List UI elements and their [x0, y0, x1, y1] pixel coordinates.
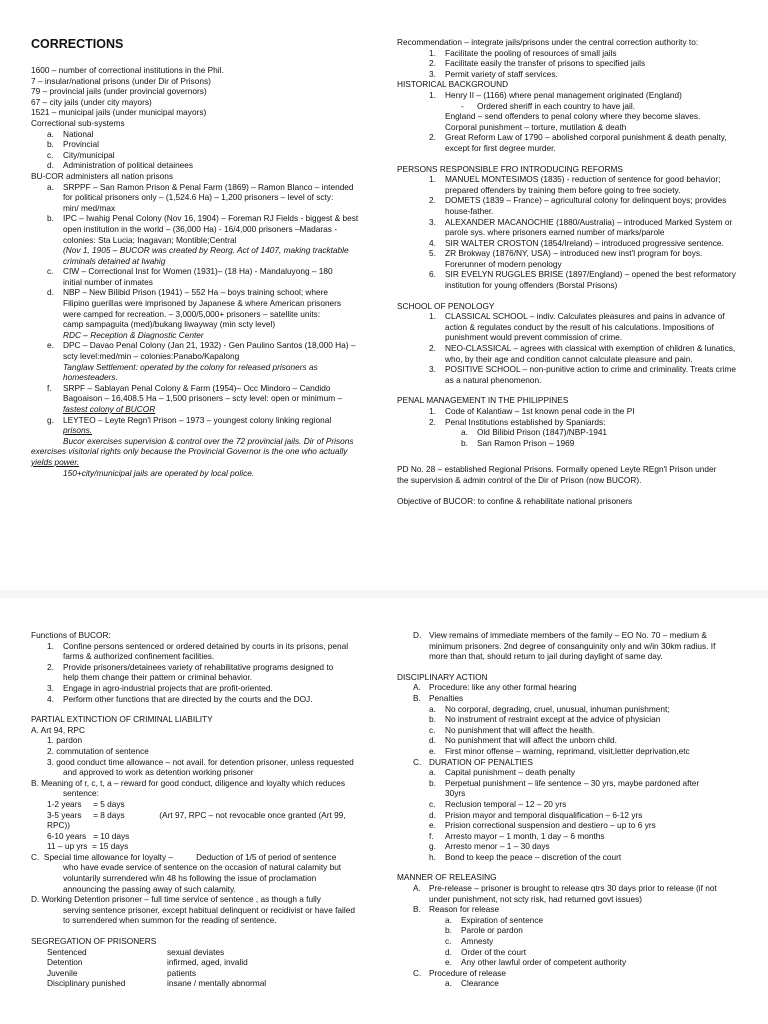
list-item [397, 238, 744, 249]
list-marker: g. [47, 414, 54, 425]
segregation-row [31, 968, 381, 979]
list-text: Ordered sheriff in each country to have jail. [477, 100, 636, 111]
list-marker: 1. [429, 47, 436, 58]
list-item [397, 947, 744, 958]
list-marker: D. [413, 630, 422, 640]
list-continuation: help them change their pattern or criminal behavior. [63, 672, 253, 683]
segregation-cell: infirmed, aged, invalid [167, 957, 248, 968]
list-text: City/municipal [63, 149, 115, 160]
list-marker: b. [47, 139, 54, 150]
list-marker: 3. [429, 364, 436, 375]
list-item [397, 767, 744, 778]
list-text: First minor offense – warning, reprimand, visit,letter deprivation,etc [445, 745, 690, 756]
segregation-cell: insane / mentally abnormal [167, 978, 267, 989]
list-item [397, 841, 744, 852]
segregation-cell: patients [167, 967, 197, 978]
list-text: Provide prisoners/detainees variety of rehabilitative programs designed to [63, 661, 334, 672]
list-continuation: 30yrs [445, 788, 466, 799]
list-text: ZR Brokway (1876/NY, USA) – introduced new inst'l program for boys. [445, 248, 703, 259]
list-continuation: RDC – Reception & Diagnostic Center [63, 329, 204, 340]
stat-line: 67 – city jails (under city mayors) [31, 96, 152, 107]
list-item [397, 406, 744, 417]
list-item [397, 746, 744, 757]
list-line: who have evade service of sentence on the occasion of natural calamity but [63, 862, 342, 873]
list-marker: 1. [429, 311, 436, 322]
list-text: No punishment that will affect the health. [445, 724, 595, 735]
list-marker: A. [413, 883, 421, 894]
list-continuation: parole sys. where prisoners earned number of marks/parole [445, 227, 665, 238]
section-heading: SCHOOL OF PENOLOGY [397, 300, 495, 311]
list-text: Penal Institutions established by Spaniards: [445, 416, 606, 427]
list-marker: d. [445, 946, 452, 957]
list-item [397, 58, 744, 69]
list-text: Amnesty [461, 936, 494, 947]
list-line: C. Special time allowance for loyalty – Deduction of 1/5 of period of sentence [31, 851, 337, 862]
list-marker: e. [445, 957, 452, 968]
list-item [397, 704, 744, 715]
recommendation-line: Recommendation – integrate jails/prisons under the central correction authority to: [397, 37, 699, 47]
list-item [397, 852, 744, 863]
list-text: LEYTEO – Leyte Regn'l Prison – 1973 – youngest colony linking regional [63, 414, 332, 425]
list-continuation: more than that, should return to jail during daylight of same day. [429, 651, 663, 662]
section-heading: PENAL MANAGEMENT IN THE PHILIPPINES [397, 395, 569, 406]
list-text: Clearance [461, 978, 499, 989]
list-continuation: prisons. [63, 425, 93, 436]
list-text: Bond to keep the peace – discretion of the court [445, 851, 622, 862]
list-continuation: minimum prisoners. 2nd degree of consanguinity only and w/in 30km radius. If [429, 640, 716, 651]
section-heading: PERSONS RESPONSIBLE FRO INTRODUCING REFORMS [397, 163, 623, 174]
list-item [397, 978, 744, 989]
left-column [31, 37, 381, 478]
list-text: Permit variety of staff services. [445, 68, 558, 79]
list-line: serving sentence prisoner, except habitual delinquent or recidivist or have failed [63, 904, 355, 915]
list-line: 3. good conduct time allowance – not avail. for detention prisoner, unless requested [47, 756, 354, 767]
segregation-row [31, 957, 381, 968]
list-text: Perpetual punishment – life sentence – 30 yrs, maybe pardoned after [445, 777, 700, 788]
segregation-row [31, 978, 381, 989]
list-marker: c. [47, 266, 54, 277]
list-item [397, 682, 744, 693]
list-item [31, 662, 381, 673]
list-text: NEO-CLASSICAL – agrees with classical with exemption of children & lunatics, [445, 343, 736, 354]
list-text: Administration of political detainees [63, 160, 194, 171]
segregation-row [31, 947, 381, 958]
subsystems-list [31, 129, 381, 171]
list-text: No instrument of restraint except at the advice of physician [445, 714, 661, 725]
list-item [31, 160, 381, 171]
list-continuation: under punishment, not scty risk, had returned govt issues) [429, 893, 643, 904]
list-item [397, 904, 744, 915]
list-continuation: England – send offenders to penal colony where they become slaves. [445, 111, 701, 122]
list-marker: a. [47, 181, 54, 192]
list-marker: 2. [429, 58, 436, 69]
list-marker: d. [47, 287, 54, 298]
list-line: voluntarily surrendered w/in 48 hs following the issue of proclamation [63, 873, 317, 884]
list-line: 1. pardon [47, 735, 83, 746]
list-line: 3-5 years = 8 days (Art 97, RPC – not revocable once granted (Art 99, [47, 809, 346, 820]
list-marker: 2. [429, 416, 436, 427]
list-marker: 1. [429, 406, 436, 416]
list-line: announcing the passing away of such calamity. [63, 883, 236, 894]
list-continuation: as a natural phenomenon. [445, 374, 542, 385]
list-continuation: Filipino guerillas were imprisoned by Japanese & where American prisoners [63, 298, 342, 309]
list-continuation: Forerunner of modern penology [445, 258, 562, 269]
list-item [397, 427, 744, 438]
list-marker: c. [47, 149, 54, 160]
list-marker: - [461, 100, 464, 111]
list-marker: a. [47, 128, 54, 139]
list-continuation: punishment would prevent commission of crime. [445, 332, 623, 343]
list-marker: a. [429, 703, 436, 714]
list-marker: d. [429, 735, 436, 746]
prison-item [31, 415, 381, 426]
list-item [397, 269, 744, 280]
list-marker: C. [413, 756, 422, 767]
list-text: SRPF – Sablayan Penal Colony & Farm (1954)– Occ Mindoro – Candido [63, 382, 331, 393]
jails-note: 150+city/municipal jails are operated by local police. [63, 467, 255, 478]
list-continuation: initial number of inmates [63, 276, 153, 287]
list-item [397, 364, 744, 375]
list-continuation: min/ med/max [63, 202, 116, 213]
list-marker: 1. [429, 174, 436, 185]
list-text: Provincial [63, 139, 99, 150]
list-continuation: action & regulates conduct by the result of his calculations. Impositions of [445, 321, 714, 332]
list-text: Arresto mayor – 1 month, 1 day – 6 months [445, 830, 605, 841]
stat-line: 1521 – municipal jails (under municipal mayors) [31, 107, 207, 118]
list-continuation: institution for young offenders (Borstal Prisons) [445, 280, 618, 291]
section-heading: HISTORICAL BACKGROUND [397, 79, 509, 90]
list-item [397, 725, 744, 736]
list-marker: a. [429, 767, 436, 778]
list-text: Capital punishment – death penalty [445, 767, 576, 778]
list-marker: b. [47, 213, 54, 224]
list-marker: a. [461, 427, 468, 438]
list-item [397, 820, 744, 831]
list-text: Engage in agro-industrial projects that are profit-oriented. [63, 682, 273, 693]
list-continuation: (Nov 1, 1905 – BUCOR was created by Reorg. Act of 1407, making tracktable [63, 245, 349, 256]
list-item [397, 90, 744, 101]
segregation-cell: Juvenile [47, 967, 78, 978]
list-text: CLASSICAL SCHOOL – indiv. Calculates pleasures and pains in advance of [445, 311, 725, 322]
list-item [397, 69, 744, 80]
list-marker: d. [429, 809, 436, 820]
section-heading: MANNER OF RELEASING [397, 872, 497, 883]
list-item [31, 150, 381, 161]
list-text: Prision correctional suspension and destiero – up to 6 yrs [445, 820, 656, 831]
bucor-note: yields power. [31, 456, 80, 467]
list-continuation: camp sampaguita (med)/bukang liwayway (min scty level) [63, 319, 276, 330]
list-text: SIR EVELYN RUGGLES BRISE (1897/England) – opened the best reformatory [445, 269, 736, 280]
section-heading: PARTIAL EXTINCTION OF CRIMINAL LIABILITY [31, 714, 213, 725]
stats-list [31, 65, 381, 118]
list-line: 6-10 years = 10 days [47, 830, 130, 841]
list-line: 11 – up yrs = 15 days [47, 841, 129, 852]
section-heading: SEGREGATION OF PRISONERS [31, 936, 157, 947]
list-item [397, 48, 744, 59]
list-marker: C. [413, 967, 422, 978]
list-line: sentence: [63, 788, 99, 799]
list-item [397, 417, 744, 428]
list-text: Prision mayor and temporal disqualification – 6-12 yrs [445, 809, 643, 820]
list-text: Procedure: like any other formal hearing [429, 682, 577, 693]
list-text: ALEXANDER MACANOCHIE (1880/Australia) – introduced Marked System or [445, 216, 733, 227]
list-text: Facilitate the pooling of resources of small jails [445, 47, 617, 58]
list-text: Henry II – (1166) where penal management originated (England) [445, 89, 682, 100]
section-heading: DISCIPLINARY ACTION [397, 671, 488, 682]
list-text: Reclusion temporal – 12 – 20 yrs [445, 798, 567, 809]
list-marker: b. [429, 714, 436, 725]
list-marker: c. [429, 798, 436, 809]
list-text: NBP – New Bilibid Prison (1941) – 552 Ha – boys training school; where [63, 287, 329, 298]
segregation-cell: sexual deviates [167, 946, 225, 957]
list-marker: c. [445, 936, 452, 947]
list-continuation: open institution in the world – (36,000 Ha) - 16/4,000 prisoners –Madaras - [63, 223, 337, 234]
list-marker: 4. [429, 237, 436, 248]
list-text: POSITIVE SCHOOL – non-punitive action to crime and criminality. Treats crime [445, 364, 736, 375]
list-continuation: Tanglaw Settlement: operated by the colony for released prisoners as [63, 361, 318, 372]
segregation-cell: Sentenced [47, 946, 87, 957]
list-marker: 2. [429, 343, 436, 354]
list-item [31, 683, 381, 694]
list-item [397, 735, 744, 746]
list-continuation: for political prisoners only – (1,524.6 Ha) – 1,200 prisoners – level of scty: [63, 192, 334, 203]
stat-line: 79 – provincial jails (under provincial governors) [31, 86, 207, 97]
list-item [397, 915, 744, 926]
document-page-2 [0, 598, 768, 1024]
list-text: View remains of immediate members of the family – EO No. 70 – medium & [429, 630, 707, 640]
list-text: Reason for release [429, 904, 500, 915]
list-text: San Ramon Prison – 1969 [477, 437, 575, 448]
list-item [397, 810, 744, 821]
list-continuation: who, by their age and condition cannot calculate pleasure and pain. [445, 353, 693, 364]
list-marker: A. [413, 682, 421, 693]
objective-line: Objective of BUCOR: to confine & rehabilitate national prisoners [397, 495, 633, 506]
list-text: Any other lawful order of competent authority [461, 957, 627, 968]
list-continuation: farms & authorized confinement facilities. [63, 651, 215, 662]
prison-item [31, 213, 381, 224]
list-marker: d. [47, 160, 54, 171]
list-item [397, 831, 744, 842]
right-column [397, 37, 744, 506]
list-item [397, 195, 744, 206]
list-line: D. Working Detention prisoner – full time service of sentence , as though a fully [31, 894, 321, 905]
list-marker: e. [47, 340, 54, 351]
list-text: Parole or pardon [461, 925, 523, 936]
list-item [397, 343, 744, 354]
stat-line: 1600 – number of correctional institutions in the Phil. [31, 65, 224, 75]
list-continuation: criminals detained at Iwahig [63, 255, 166, 266]
list-text: DPC – Davao Penal Colony (Jan 21, 1932) - Gen Paulino Santos (18,000 Ha) – [63, 340, 356, 351]
list-continuation: Bagoaison – 16,408.5 Ha – 1,500 prisoners – scty level: open or minimum – [63, 393, 343, 404]
list-text: Old Bilibid Prison (1847)/NBP-1941 [477, 427, 608, 438]
list-text: Expiration of sentence [461, 914, 544, 925]
list-item [397, 936, 744, 947]
list-line: 2. commutation of sentence [47, 745, 149, 756]
list-marker: 3. [429, 68, 436, 79]
list-line: RPC)) [47, 820, 71, 831]
list-text: No punishment that will affect the unborn child. [445, 735, 617, 746]
prisons-list [31, 182, 381, 436]
list-continuation: Corporal punishment – torture, mutilation & death [445, 121, 627, 132]
list-text: Procedure of release [429, 967, 507, 978]
prison-item [31, 182, 381, 193]
list-marker: f. [429, 830, 434, 841]
bucor-note: Bucor exercises supervision & control over the 72 provincial jails. Dir of Prisons [63, 435, 354, 446]
list-text: SRPPF – San Ramon Prison & Penal Farm (1869) – Ramon Blanco – intended [63, 181, 354, 192]
list-line: 1-2 years = 5 days [47, 798, 125, 809]
list-marker: 5. [429, 248, 436, 259]
list-text: No corporal, degrading, cruel, unusual, inhuman punishment; [445, 703, 670, 714]
list-marker: b. [461, 437, 468, 448]
list-text: National [63, 128, 94, 139]
list-marker: 2. [429, 195, 436, 206]
list-text: MANUEL MONTESIMOS (1835) - reduction of sentence for good behavior; [445, 174, 721, 185]
list-marker: c. [429, 724, 436, 735]
list-item [31, 641, 381, 652]
list-text: Great Reform Law of 1790 – abolished corporal punishment & death penalty, [445, 132, 727, 143]
list-marker: f. [47, 382, 52, 393]
list-continuation: prepared offenders by training them before going to free society. [445, 184, 681, 195]
list-line: to surrendered when summon for the reading of sentence. [63, 915, 277, 926]
list-item [397, 174, 744, 185]
list-item [397, 968, 744, 979]
list-text: Order of the court [461, 946, 527, 957]
list-marker: B. [413, 692, 421, 703]
page-title: CORRECTIONS [31, 37, 124, 51]
segregation-cell: Disciplinary punished [47, 978, 126, 989]
list-marker: h. [429, 851, 436, 862]
list-item [31, 129, 381, 140]
list-text: Confine persons sentenced or ordered detained by courts in its prisons, penal [63, 640, 349, 651]
list-text: Penalties [429, 692, 464, 703]
list-line: and approved to work as detention working prisoner [63, 767, 254, 778]
list-continuation: fastest colony of BUCOR [63, 404, 156, 414]
list-text: Code of Kalantiaw – 1st known penal code in the PI [445, 406, 635, 416]
list-continuation: except for first degree murder. [445, 142, 556, 153]
list-text: DURATION OF PENALTIES [429, 756, 533, 767]
list-item [397, 630, 744, 641]
list-marker: g. [429, 841, 436, 852]
list-text: IPC – Iwahig Penal Colony (Nov 16, 1904) – Foreman RJ Fields - biggest & best [63, 213, 359, 224]
list-marker: 6. [429, 269, 436, 280]
list-text: SIR WALTER CROSTON (1854/Ireland) – introduced progressive sentence. [445, 237, 724, 248]
list-marker: 2. [429, 132, 436, 143]
list-marker: 4. [47, 693, 54, 704]
list-text: Arresto menor – 1 – 30 days [445, 841, 550, 852]
list-item [31, 139, 381, 150]
list-item [397, 693, 744, 704]
list-item [397, 883, 744, 894]
list-marker: 1. [429, 89, 436, 100]
prison-item [31, 287, 381, 298]
segregation-cell: Detention [47, 957, 83, 968]
list-marker: a. [445, 914, 452, 925]
list-item [31, 694, 381, 705]
stat-line: 7 – insular/national prisons (under Dir of Prisons) [31, 75, 211, 86]
list-marker: 2. [47, 661, 54, 672]
list-marker: b. [429, 777, 436, 788]
list-item [397, 757, 744, 768]
list-text: Pre-release – prisoner is brought to release qtrs 30 days prior to release (if not [429, 883, 717, 894]
prison-item [31, 266, 381, 277]
left-column [31, 630, 381, 989]
list-marker: a. [445, 978, 452, 989]
list-marker: e. [429, 745, 436, 756]
list-continuation: were camped for recreation. – 3,000/5,000+ prisoners – satellite units: [63, 308, 321, 319]
list-line: B. Meaning of r, c, t, a – reward for good conduct, diligence and loyalty which reduces [31, 777, 346, 788]
list-item [397, 957, 744, 968]
list-continuation: colonies: Sta Lucia; Inagavan; Montible;Central [63, 234, 237, 245]
pd-paragraph: PD No. 28 – established Regional Prisons. Formally opened Leyte REgn'l Prison under [397, 464, 717, 475]
list-text: Perform other functions that are directed by the courts and the DOJ. [63, 693, 313, 704]
list-marker: B. [413, 904, 421, 915]
list-item [397, 132, 744, 143]
list-item [397, 925, 744, 936]
list-item [397, 438, 744, 449]
list-marker: 1. [47, 640, 54, 651]
section-heading: Correctional sub-systems [31, 117, 125, 128]
list-item [397, 311, 744, 322]
list-marker: e. [429, 820, 436, 831]
list-line: A. Art 94, RPC [31, 724, 85, 735]
list-continuation: scty level:med/min – colonies:Panabo/Kapalong [63, 351, 240, 362]
list-text: CIW – Correctional Inst for Women (1931)– (18 Ha) - Mandaluyong – 180 [63, 266, 333, 277]
list-item [397, 778, 744, 789]
section-heading: BU-COR administers all nation prisons [31, 170, 174, 181]
list-continuation: house-father. [445, 205, 494, 216]
list-text: Facilitate easily the transfer of prisons to specified jails [445, 58, 646, 69]
prison-item [31, 340, 381, 351]
list-continuation: homesteaders. [63, 372, 118, 383]
prison-item [31, 383, 381, 394]
list-item [397, 799, 744, 810]
right-column [397, 630, 744, 989]
section-heading: Functions of BUCOR: [31, 630, 111, 640]
list-item [397, 217, 744, 228]
pd-paragraph: the supervision & admin control of the Dir of Prison (now BUCOR). [397, 474, 642, 485]
list-item [397, 248, 744, 259]
list-item [397, 714, 744, 725]
list-marker: 3. [429, 216, 436, 227]
list-item [397, 101, 744, 112]
bucor-note: exercises visitorial rights only because the Provincial Governor is the one who actually [31, 446, 348, 457]
list-text: DOMETS (1839 – France) – agricultural colony for delinquent boys; provides [445, 195, 727, 206]
list-marker: b. [445, 925, 452, 936]
list-marker: 3. [47, 682, 54, 693]
